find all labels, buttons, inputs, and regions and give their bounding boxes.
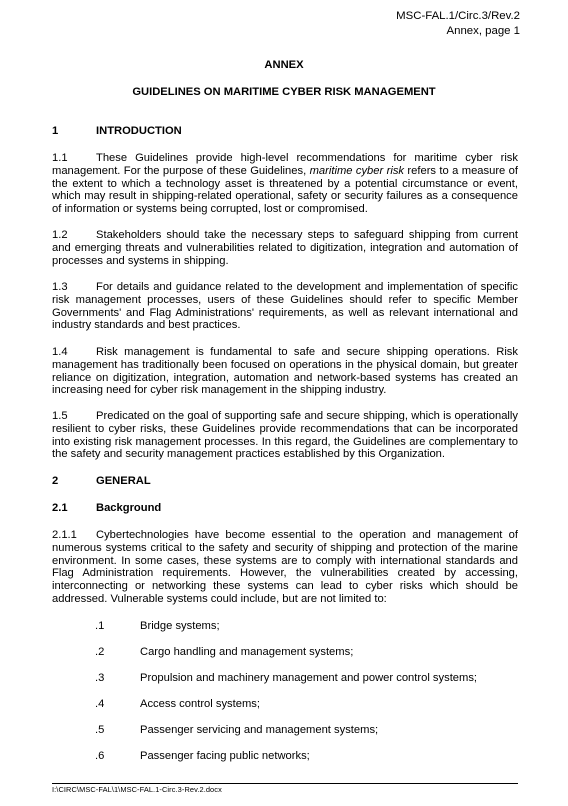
paragraph-text-cont: refers to a measure of the extent to which a technology asset is threatened by a potential circumstance or event, which may result in shipping-related operational, safety or security failures as a consequence of information or systems being corrupted, lost or compromised. (52, 164, 518, 216)
list-item-number: .3 (95, 672, 105, 684)
list-item (95, 724, 378, 736)
section-number: 2 (52, 475, 59, 487)
footer-divider (52, 783, 518, 784)
section-title: Background (96, 502, 162, 514)
paragraph-text: Stakeholders should take the necessary steps to safeguard shipping from current and emerging threats and vulnerabilities related to digitization, integration and automation of processes and systems in shipping. (52, 229, 518, 267)
paragraph-1-1 (52, 152, 518, 216)
list-item (95, 698, 260, 710)
paragraph-1-4 (52, 346, 518, 397)
list-item-number: .5 (95, 724, 105, 736)
paragraph-number: 2.1.1 (52, 529, 77, 541)
list-item (95, 620, 220, 632)
document-reference: MSC-FAL.1/Circ.3/Rev.2 (396, 10, 520, 22)
list-item-text: Passenger servicing and management systems; (140, 724, 379, 736)
list-item-number: .4 (95, 698, 105, 710)
paragraph-number: 1.4 (52, 346, 68, 358)
paragraph-text: Cybertechnologies have become essential to the operation and management of numerous systems critical to the safety and security of shipping and protection of the marine environment. In some cases, these systems are to comply with international standards and Flag Administration requirements. However, the vulnerabilities created by accessing, interconnecting or networking these systems can lead to cyber risks which should be addressed. Vulnerable systems could include, but are not limited to: (52, 529, 518, 605)
subsection-2-1-heading (52, 502, 161, 514)
list-item (95, 750, 310, 762)
page-number: Annex, page 1 (446, 25, 520, 37)
section-title: INTRODUCTION (96, 125, 182, 137)
section-title: GENERAL (96, 475, 151, 487)
list-item (95, 646, 353, 658)
paragraph-number: 1.1 (52, 152, 68, 164)
list-item-text: Passenger facing public networks; (140, 750, 310, 762)
list-item-number: .2 (95, 646, 105, 658)
paragraph-2-1-1 (52, 529, 518, 606)
paragraph-number: 1.5 (52, 410, 68, 422)
section-number: 2.1 (52, 502, 68, 514)
list-item-text: Propulsion and machinery management and power control systems; (140, 672, 478, 684)
list-item-text: Cargo handling and management systems; (140, 646, 354, 658)
list-item-text: Bridge systems; (140, 620, 220, 632)
section-1-heading (52, 125, 182, 137)
defined-term: maritime cyber risk (309, 164, 405, 177)
section-number: 1 (52, 125, 59, 137)
list-item-number: .1 (95, 620, 105, 632)
annex-heading: ANNEX (264, 59, 304, 71)
list-item (95, 672, 477, 684)
section-2-heading (52, 475, 151, 487)
file-path-footer: I:\CIRC\MSC-FAL\1\MSC-FAL.1-Circ.3-Rev.2.docx (52, 785, 222, 794)
document-title: GUIDELINES ON MARITIME CYBER RISK MANAGEMENT (132, 86, 436, 98)
list-item-number: .6 (95, 750, 105, 762)
list-item-text: Access control systems; (140, 698, 260, 710)
paragraph-text: Risk management is fundamental to safe and secure shipping operations. Risk management has traditionally been focused on operations in the physical domain, but greater reliance on digitization, integration, automation and network-based systems has created an increasing need for cyber risk management in the shipping industry. (52, 346, 518, 397)
paragraph-text: These Guidelines provide high-level recommendations for maritime cyber risk management. For the purpose of these Guidelines, (52, 152, 518, 177)
paragraph-text: For details and guidance related to the development and implementation of specific risk management processes, users of these Guidelines should refer to specific Member Governments' and Flag Administrations' requirements, as well as relevant international and industry standards and best practices. (52, 281, 518, 332)
page-header (396, 9, 520, 39)
paragraph-1-3 (52, 281, 518, 332)
paragraph-number: 1.3 (52, 281, 68, 293)
paragraph-1-2 (52, 229, 518, 267)
paragraph-number: 1.2 (52, 229, 68, 241)
paragraph-text: Predicated on the goal of supporting safe and secure shipping, which is operationally resilient to cyber risks, these Guidelines provide recommendations that can be incorporated into existing risk management processes. In this regard, the Guidelines are complementary to the safety and security management practices established by this Organization. (52, 410, 518, 461)
paragraph-1-5 (52, 410, 518, 461)
